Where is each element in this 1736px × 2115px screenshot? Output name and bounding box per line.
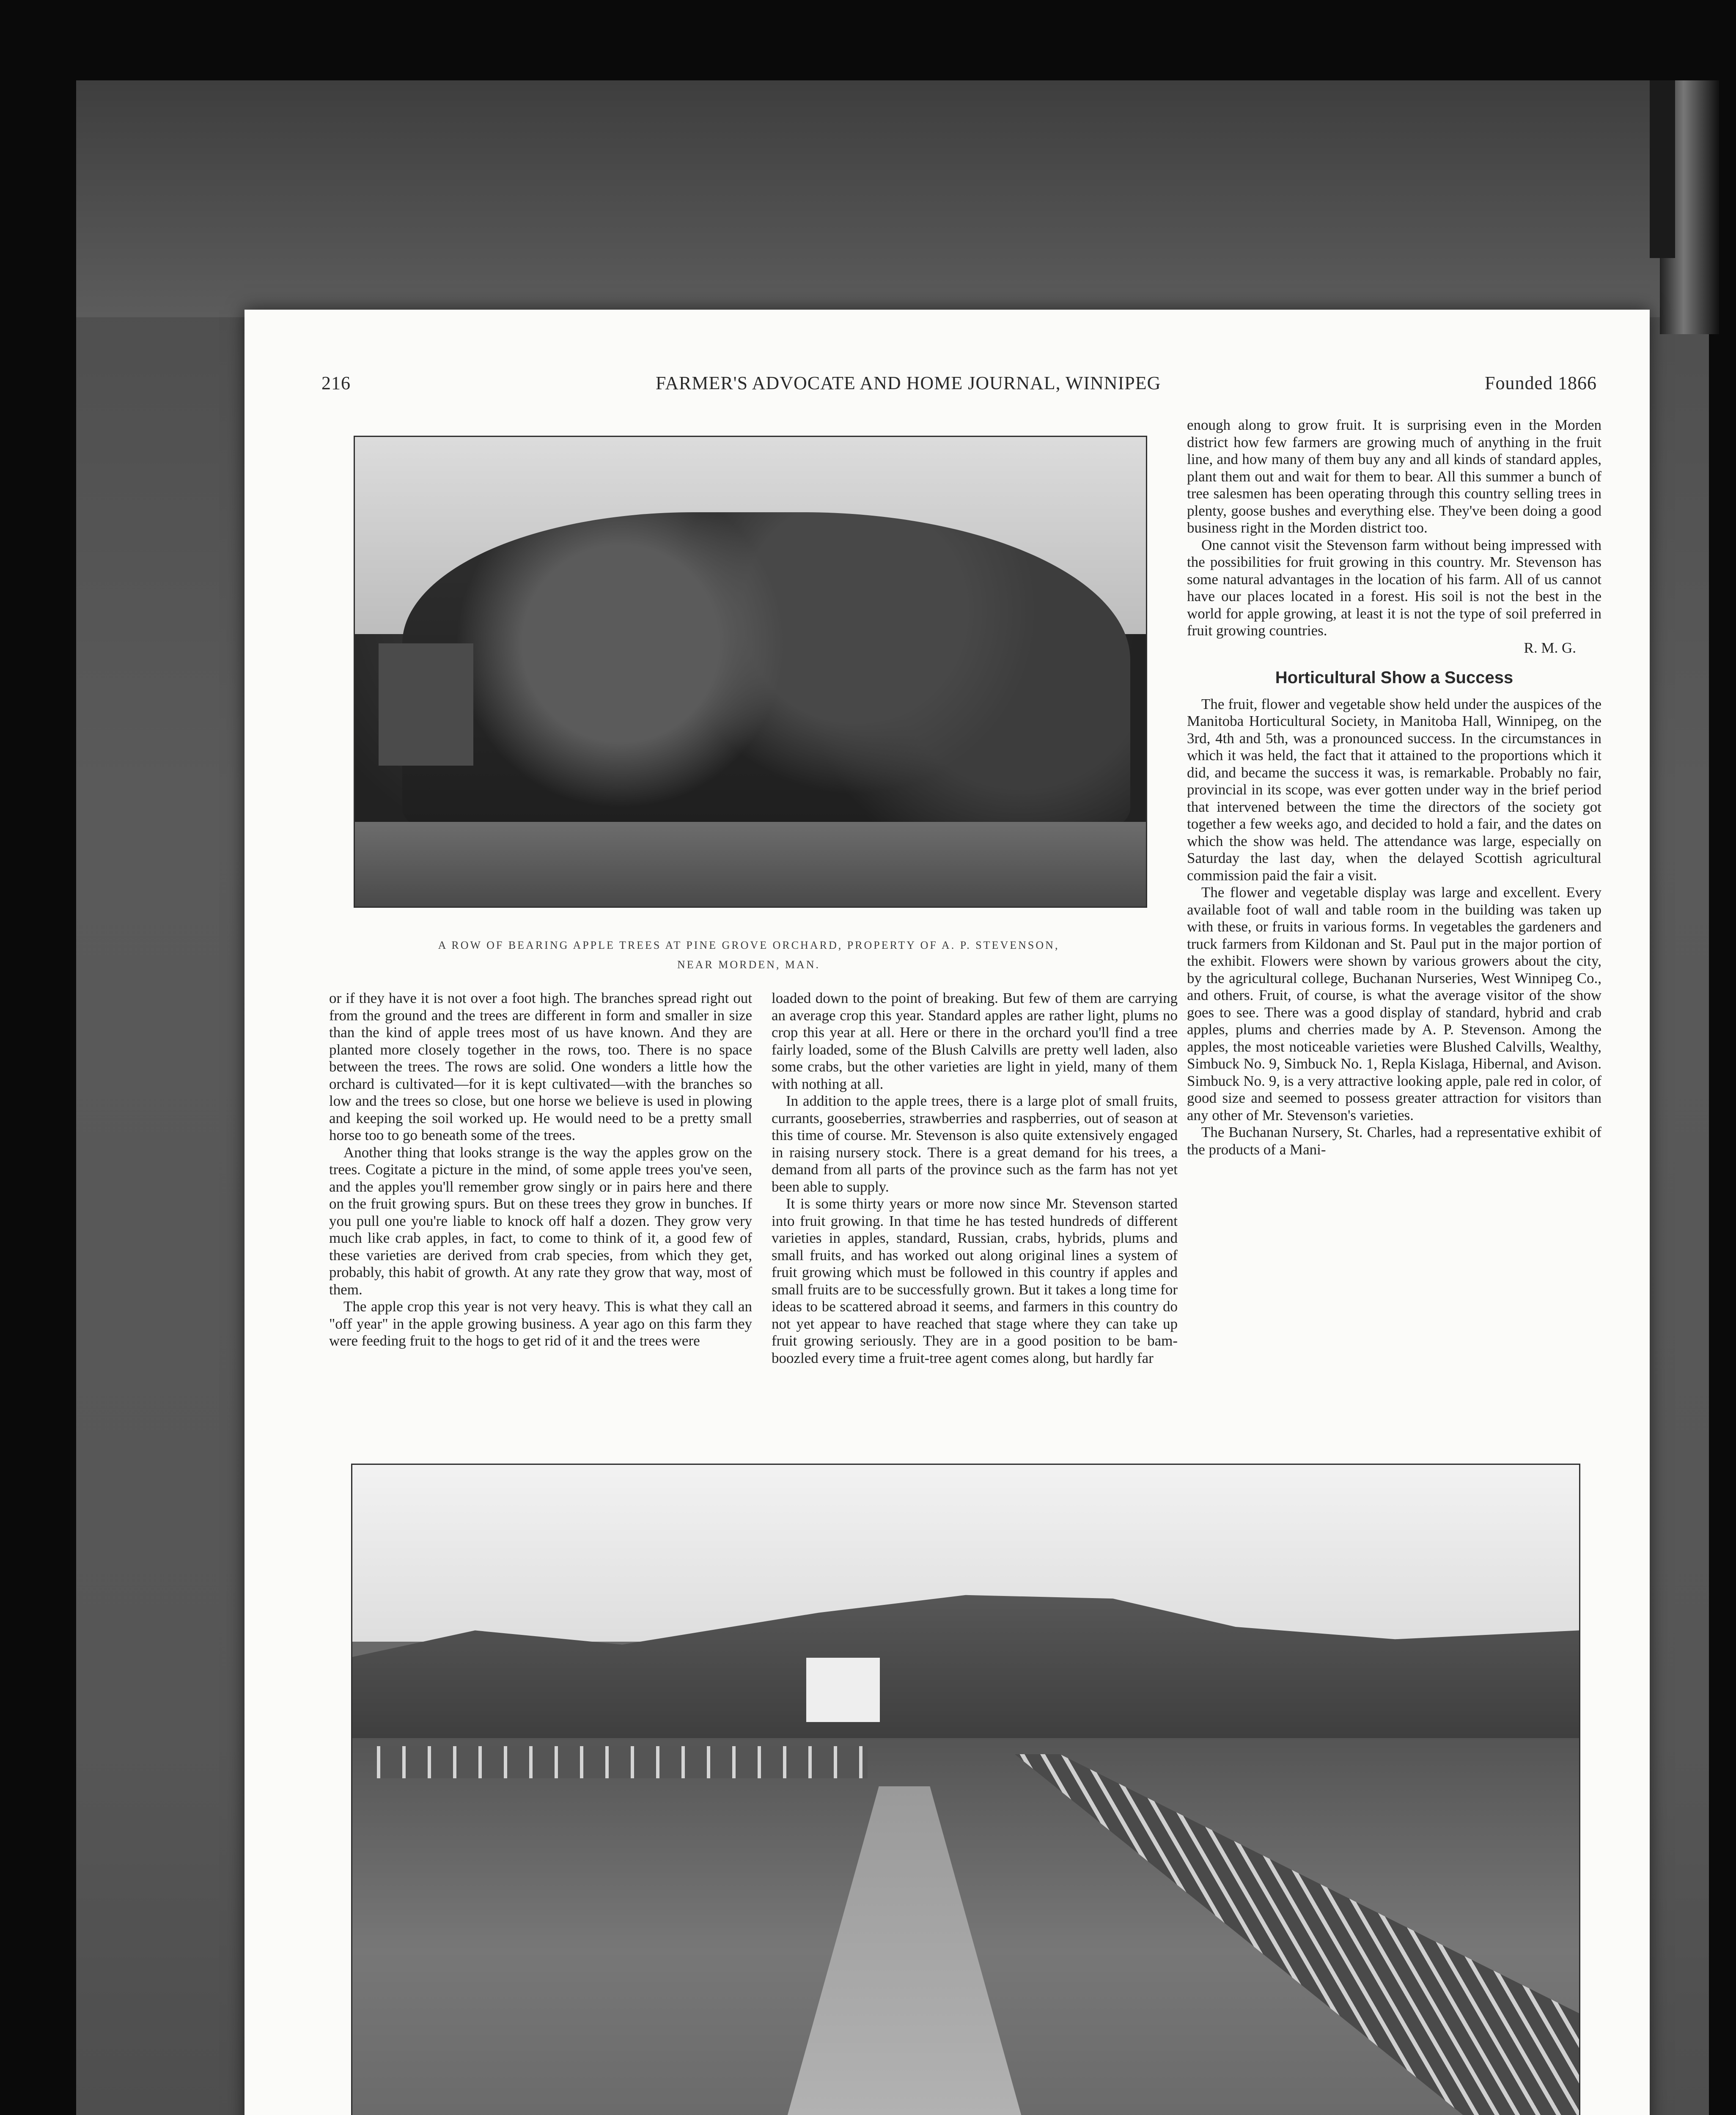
paragraph: In addition to the apple trees, there is a large plot of small fruits, currants, gooseberries, strawberries and raspberries, out of season at this time of course. Mr. Stevenson is also quite extensively engaged in raising nursery stock. There is a great demand for his trees, a demand from all parts of the province such as the farm has not yet been able to supply. xyxy=(772,1093,1178,1195)
paragraph: enough along to grow fruit. It is surprising even in the Morden district how few farmers are growing much of anything in the fruit line, and how many of them buy any and all kinds of standard apples, plant them out and wait for them to bear. All this summer a bunch of tree salesmen has been operating through this country selling trees in plenty, goose bushes and everything else. They've been doing a good business right in the Morden district too. xyxy=(1187,417,1601,536)
section-heading: Horticultural Show a Success xyxy=(1275,668,1514,687)
paragraph: Another thing that looks strange is the way the apples grow on the trees. Cogitate a picture in the mind, of some apple trees you've seen, and the apples you'll remember grow singly or in pairs here and there on the fruit growing spurs. But on these trees they grow in bunches. If you pull one you're liable to knock off half a dozen. They grow very much like crab apples, in fact, to come to think of it, a good few of these varieties are derived from crab species, from which they get, probably, this habit of growth. At any rate they grow that way, most of them. xyxy=(329,1144,752,1298)
clip-top xyxy=(1650,80,1675,258)
orchard-photo-caption xyxy=(351,936,1146,975)
scanner-top-strip xyxy=(76,80,1709,317)
paragraph: The Buchanan Nursery, St. Charles, had a representative exhibit of the products of a Mani- xyxy=(1187,1124,1601,1158)
founded-label: Founded 1866 xyxy=(1485,373,1597,393)
article-column-3 xyxy=(1187,417,1601,1436)
author-signature: R. M. G. xyxy=(1524,639,1576,656)
orchard-photo xyxy=(354,436,1147,908)
caption-line-1: A ROW OF BEARING APPLE TREES AT PINE GROVE ORCHARD, PROPERTY OF A. P. STEVENSON, xyxy=(438,939,1060,951)
caption-line-2: NEAR MORDEN, MAN. xyxy=(677,959,821,971)
paragraph: The flower and vegetable display was large and excellent. Every available foot of wall and table room in the building was taken up with these, or fruits in various forms. In vegetables the gardeners and truck farmers from Kildonan and St. Paul put in the major portion of the exhibit. Flowers were shown by various growers about the city, by the agricultural college, Buchanan Nurseries, West Winnipeg Co., and others. Fruit, of course, is what the average visitor of the show goes to see. There was a good display of standard, hybrid and crab apples, plums and cherries made by A. P. Stevenson. Among the apples, the most noticeable varieties were Blushed Calvills, Wealthy, Simbuck No. 9, Simbuck No. 1, Repla Kislaga, Hibernal, and Avison. Simbuck No. 9, is a very attractive looking apple, pale red in color, of good size and seemed to possess greater attraction for visitors than any other of Mr. Stevenson's varieties. xyxy=(1187,884,1601,1123)
paragraph: loaded down to the point of breaking. But few of them are carrying an average crop this year. Standard apples are rather light, plums no crop this year at all. Here or there in the orchard you'll find a tree fairly loaded, some of the Blush Calvills are pretty well laden, also some crabs, but the other varieties are light in yield, many of them with nothing at all. xyxy=(772,990,1178,1092)
paragraph: The apple crop this year is not very heavy. This is what they call an "off year" in the apple growing business. A year ago on this farm they were feeding fruit to the hogs to get rid of it and the trees were xyxy=(329,1298,752,1349)
paragraph: It is some thirty years or more now since Mr. Stevenson started into fruit growing. In that time he has tested hundreds of different varieties in apples, standard, Russian, crabs, hybrids, plums and small fruits, and has worked out along original lines a system of fruit growing which must be followed in this country if apples and small fruits are to be successfully grown. But it takes a long time for ideas to be scattered abroad it seems, and farmers in this country do not yet appear to have reached that stage where they can take up fruit growing seriously. They are in a good position to be bam-boozled every time a fruit-tree agent comes along, but hardly far xyxy=(772,1195,1178,1366)
journal-title: FARMER'S ADVOCATE AND HOME JOURNAL, WINNIPEG xyxy=(656,373,1161,393)
page-number: 216 xyxy=(321,373,351,393)
irrigation-photo xyxy=(351,1464,1580,2115)
paragraph: The fruit, flower and vegetable show held under the auspices of the Manitoba Horticultural Society, in Manitoba Hall, Winnipeg, on the 3rd, 4th and 5th, was a pronounced success. In the circumstances in which it was held, the fact that it attained to the proportions which it did, and became the success it was, is remarkable. Probably no fair, provincial in its scope, was ever gotten under way in the brief period that intervened between the time the directors of the society got together a few weeks ago, and decided to hold a fair, and the dates on which the show was held. The attendance was large, especially on Saturday the last day, when the delayed Scottish agricultural commission paid the fair a visit. xyxy=(1187,695,1601,884)
paragraph: or if they have it is not over a foot high. The branches spread right out from the ground and the trees are different in form and smaller in size than the kind of apple trees most of us have known. And they are planted more closely together in the rows, too. There is no space between the trees. The rows are solid. One wonders a little how the orchard is cultivated—for it is kept cultivated—with the branches so low and the trees so close, but one horse we believe is used in plowing and keeping the soil worked up. He would need to be a pretty small horse too to go beneath some of the trees. xyxy=(329,990,752,1143)
article-column-1 xyxy=(329,990,752,1430)
article-column-2 xyxy=(772,990,1178,1430)
paragraph: One cannot visit the Stevenson farm without being impressed with the possibilities for fruit growing in this country. Mr. Stevenson has some natural advantages in the location of his farm. All of us cannot have our places located in a forest. His soil is not the best in the world for apple growing, at least it is not the type of soil preferred in fruit growing countries. xyxy=(1187,536,1601,639)
